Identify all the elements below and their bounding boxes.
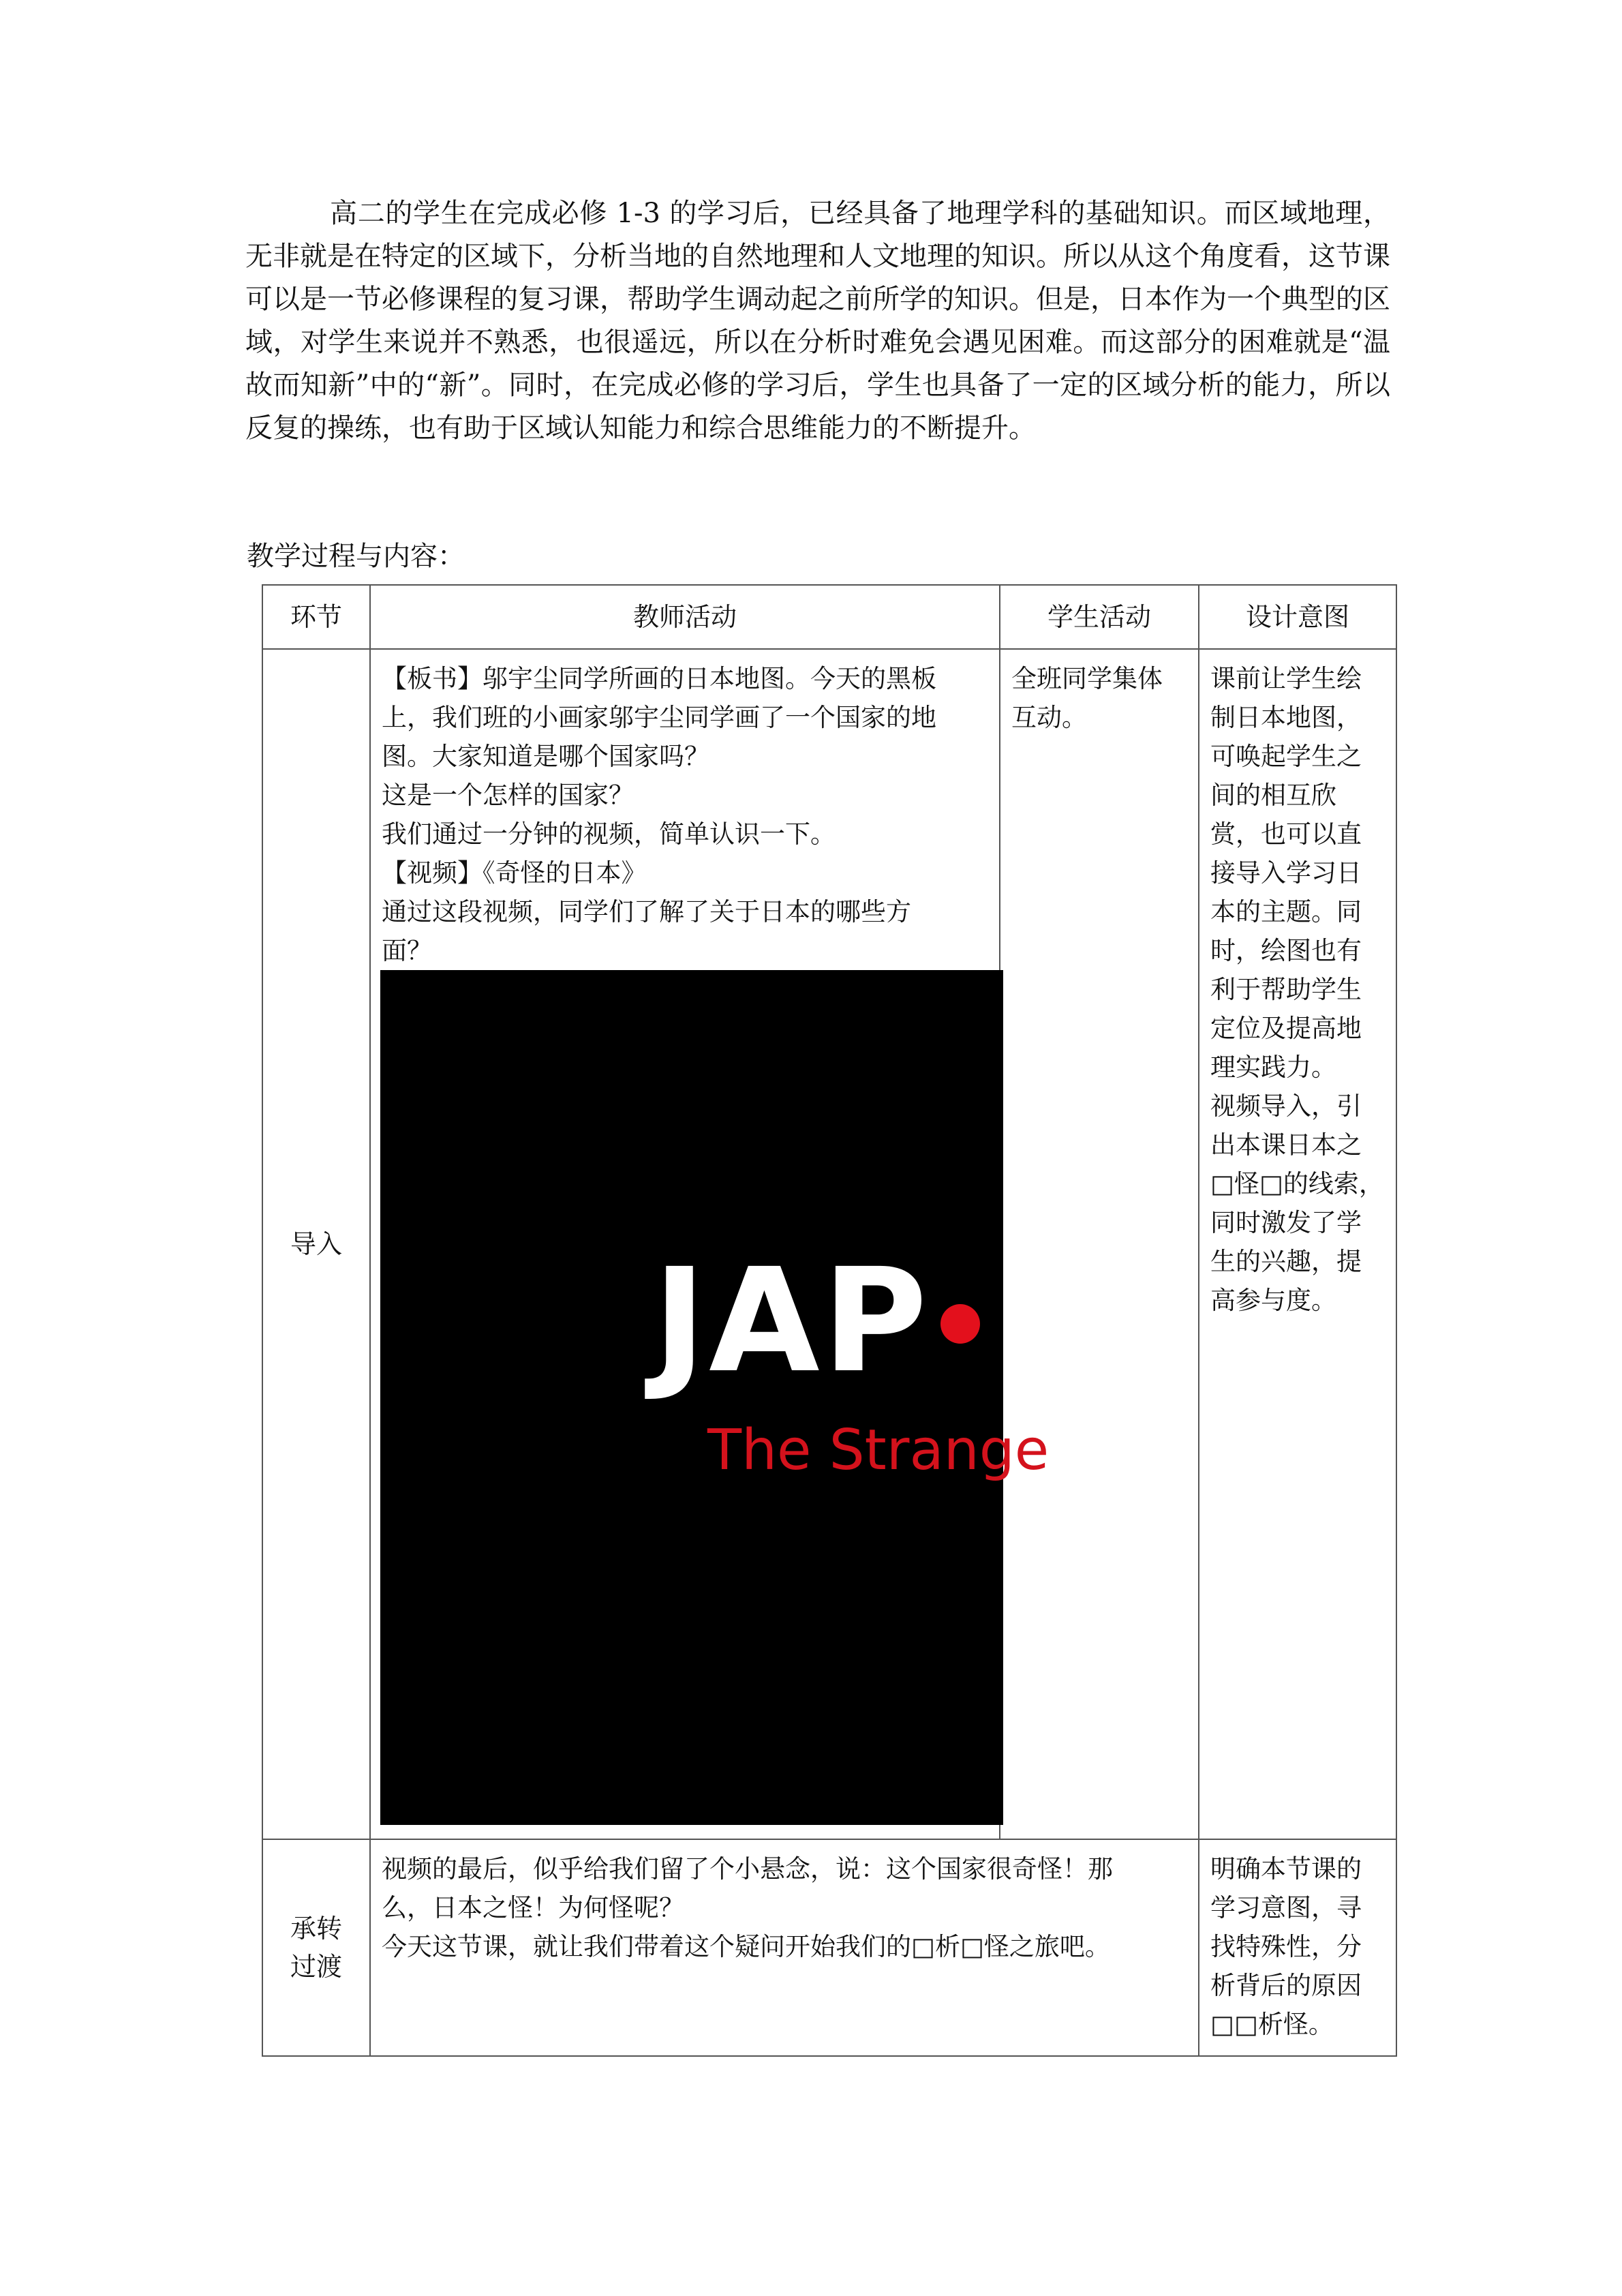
teacher-line: 【板书】邬宇尘同学所画的日本地图。今天的黑板	[382, 664, 936, 693]
teacher-line: 【视频】《奇怪的日本》	[382, 858, 647, 888]
video-still[interactable]	[380, 970, 1050, 1825]
lesson-table	[262, 584, 1397, 2057]
section-label: 教学过程与内容：	[247, 541, 465, 572]
stage-label: 导入	[290, 1228, 342, 1259]
intent-line: 学习意图，寻	[1210, 1893, 1362, 1922]
intro-line: 高二的学生在完成必修 1-3 的学习后，已经具备了地理学科的基础知识。而区域地	[330, 198, 1336, 229]
table-row-intro	[262, 649, 1396, 1839]
table-header-row	[262, 585, 1396, 649]
red-sun-icon	[940, 1304, 980, 1344]
intro-line: 作为一个典型的区域，对学生来说并不熟悉，也很遥远，所以在分析时难免会遇见困难。	[245, 284, 1390, 358]
teacher-line: 通过这段视频，同学们了解了关于日本的哪些方	[382, 897, 911, 926]
stage-cell-intro	[262, 649, 370, 1839]
intent-line: 课前让学生绘	[1210, 664, 1362, 693]
student-line: 互动。	[1011, 703, 1087, 732]
intent-line: □怪□的线索，	[1210, 1169, 1384, 1198]
intent-line: 高参与度。	[1210, 1286, 1336, 1315]
header-teacher	[370, 585, 1000, 649]
intent-line: 定位及提高地	[1210, 1014, 1362, 1043]
intent-line: 本的主题。同	[1210, 897, 1362, 926]
header-student	[1000, 585, 1199, 649]
video-title: JAP	[653, 1237, 930, 1404]
intro-line: 断提升。	[927, 412, 1036, 444]
intent-line: 析背后的原因	[1210, 1971, 1362, 2000]
intro-line: 理，无非就是在特定的区域下，分析当地的自然地理和人文地理的知识。所以从这个角度	[245, 198, 1391, 272]
teacher-line: 今天这节课，就让我们带着这个疑问开始我们的□析□怪之旅吧。	[382, 1932, 1110, 1961]
intent-line: 同时激发了学	[1210, 1208, 1362, 1237]
teacher-line: 么，日本之怪！为何怪呢？	[382, 1893, 684, 1922]
intent-line: 可唤起学生之	[1210, 742, 1362, 771]
intent-line: 时，绘图也有	[1210, 936, 1362, 965]
intro-line: 而这部分的困难就是“温故而知新”中的“新”。同时，在完成必修的学习后，学生也具备	[245, 327, 1390, 401]
header-stage-label: 环节	[290, 601, 342, 632]
intent-cell-transition	[1199, 1839, 1396, 2056]
teacher-line: 图。大家知道是哪个国家吗？	[382, 742, 709, 771]
intent-line: 间的相互欣	[1210, 781, 1336, 810]
student-line: 全班同学集体	[1011, 664, 1163, 693]
intent-line: 出本课日本之	[1210, 1130, 1362, 1160]
intro-paragraph	[245, 192, 1390, 450]
student-cell-intro	[1000, 649, 1199, 1839]
intent-line: 找特殊性，分	[1210, 1932, 1362, 1961]
teacher-line: 上，我们班的小画家邬宇尘同学画了一个国家的地	[382, 703, 936, 732]
intent-line: 明确本节课的	[1210, 1854, 1362, 1884]
video-subtitle: The Strange	[707, 1418, 1050, 1483]
intro-text	[245, 192, 1390, 450]
teacher-cell-transition	[370, 1839, 1199, 2056]
intent-line: 生的兴趣，提	[1210, 1247, 1362, 1276]
intent-line: 利于帮助学生	[1210, 975, 1362, 1004]
stage-cell-transition	[262, 1839, 370, 2056]
header-intent-label: 设计意图	[1245, 601, 1349, 632]
stage-label: 过渡	[290, 1952, 342, 1982]
intro-line: 看，这节课可以是一节必修课程的复习课，帮助学生调动起之前所学的知识。但是，日本	[245, 241, 1390, 315]
header-stage	[262, 585, 370, 649]
header-teacher-label: 教师活动	[632, 601, 737, 632]
intent-line: □□析怪。	[1210, 2010, 1334, 2039]
intent-line: 制日本地图，	[1210, 703, 1362, 732]
header-intent	[1199, 585, 1396, 649]
header-student-label: 学生活动	[1047, 601, 1151, 632]
teacher-line: 面？	[382, 936, 432, 965]
intent-line: 理实践力。	[1210, 1053, 1336, 1082]
intent-cell-intro	[1199, 649, 1396, 1839]
teacher-line: 视频的最后，似乎给我们留了个小悬念，说：这个国家很奇怪！那	[382, 1854, 1113, 1884]
teacher-line: 我们通过一分钟的视频，简单认识一下。	[382, 819, 836, 849]
intent-line: 视频导入，引	[1210, 1091, 1362, 1121]
teacher-line: 这是一个怎样的国家？	[382, 781, 634, 810]
stage-label: 承转	[290, 1914, 342, 1944]
intro-line: 了一定的区域分析的能力，所以反复的操练，也有助于区域认知能力和综合思维能力的不	[245, 369, 1390, 444]
intent-line: 赏，也可以直	[1210, 819, 1362, 849]
intent-line: 接导入学习日	[1210, 858, 1362, 888]
table-row-transition	[262, 1839, 1396, 2056]
